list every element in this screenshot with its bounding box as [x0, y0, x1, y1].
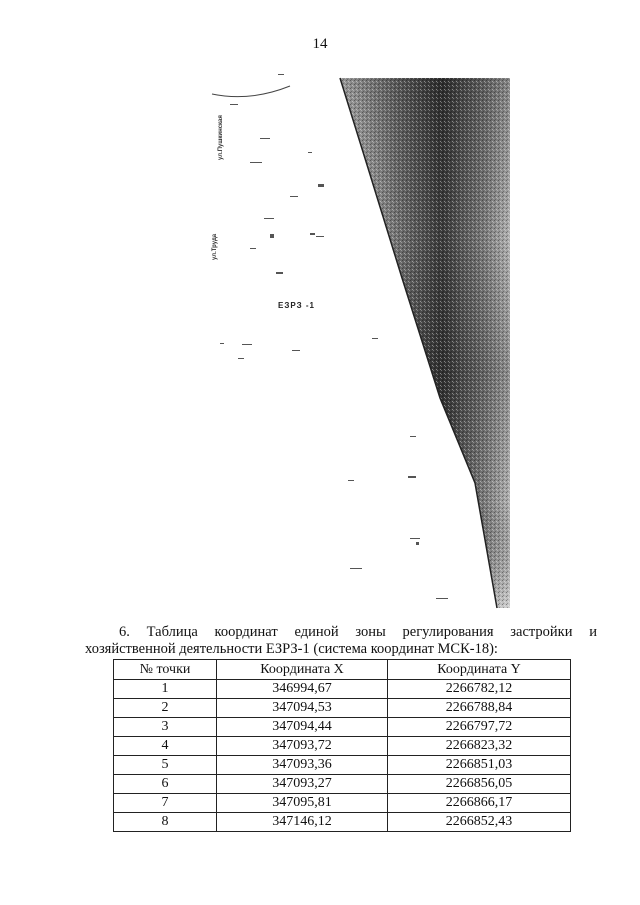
zone-label: ЕЗРЗ -1	[278, 301, 315, 310]
table-cell: 2266852,43	[388, 813, 571, 832]
table-cell: 2266788,84	[388, 699, 571, 718]
table-cell: 2266851,03	[388, 756, 571, 775]
table-row	[114, 756, 571, 775]
column-header: № точки	[114, 660, 217, 680]
table-row	[114, 699, 571, 718]
table-row	[114, 794, 571, 813]
table-cell: 3	[114, 718, 217, 737]
street-label: ул.Пушкинская	[218, 115, 224, 160]
table-cell: 2266823,32	[388, 737, 571, 756]
table-caption	[85, 624, 597, 658]
table-cell: 2266782,12	[388, 680, 571, 699]
table-cell: 8	[114, 813, 217, 832]
table-cell: 2266797,72	[388, 718, 571, 737]
table-cell: 4	[114, 737, 217, 756]
table-row	[114, 813, 571, 832]
table-cell: 347094,53	[217, 699, 388, 718]
table-cell: 347094,44	[217, 718, 388, 737]
table-cell: 347146,12	[217, 813, 388, 832]
street-label: ул.Труда	[212, 233, 218, 260]
table-cell: 2	[114, 699, 217, 718]
table-header-row	[114, 660, 571, 680]
table-row	[114, 680, 571, 699]
table-cell: 347095,81	[217, 794, 388, 813]
table-cell: 2266856,05	[388, 775, 571, 794]
table-cell: 7	[114, 794, 217, 813]
coordinates-table	[113, 659, 571, 832]
table-cell: 346994,67	[217, 680, 388, 699]
map-graphic	[190, 68, 520, 613]
table-cell: 347093,36	[217, 756, 388, 775]
road-line	[212, 86, 290, 97]
table-cell: 347093,27	[217, 775, 388, 794]
table-cell: 5	[114, 756, 217, 775]
table-cell: 1	[114, 680, 217, 699]
caption-line-1: 6. Таблица координат единой зоны регулирования застройки и	[119, 624, 597, 640]
table-cell: 6	[114, 775, 217, 794]
caption-line-2: хозяйственной деятельности ЕЗРЗ-1 (система координат МСК-18):	[85, 641, 498, 657]
column-header: Координата Y	[388, 660, 571, 680]
zone-map	[190, 68, 520, 613]
table-row	[114, 775, 571, 794]
page-number: 14	[312, 36, 328, 52]
table-row	[114, 737, 571, 756]
table-cell: 347093,72	[217, 737, 388, 756]
table-row	[114, 718, 571, 737]
column-header: Координата X	[217, 660, 388, 680]
table-cell: 2266866,17	[388, 794, 571, 813]
